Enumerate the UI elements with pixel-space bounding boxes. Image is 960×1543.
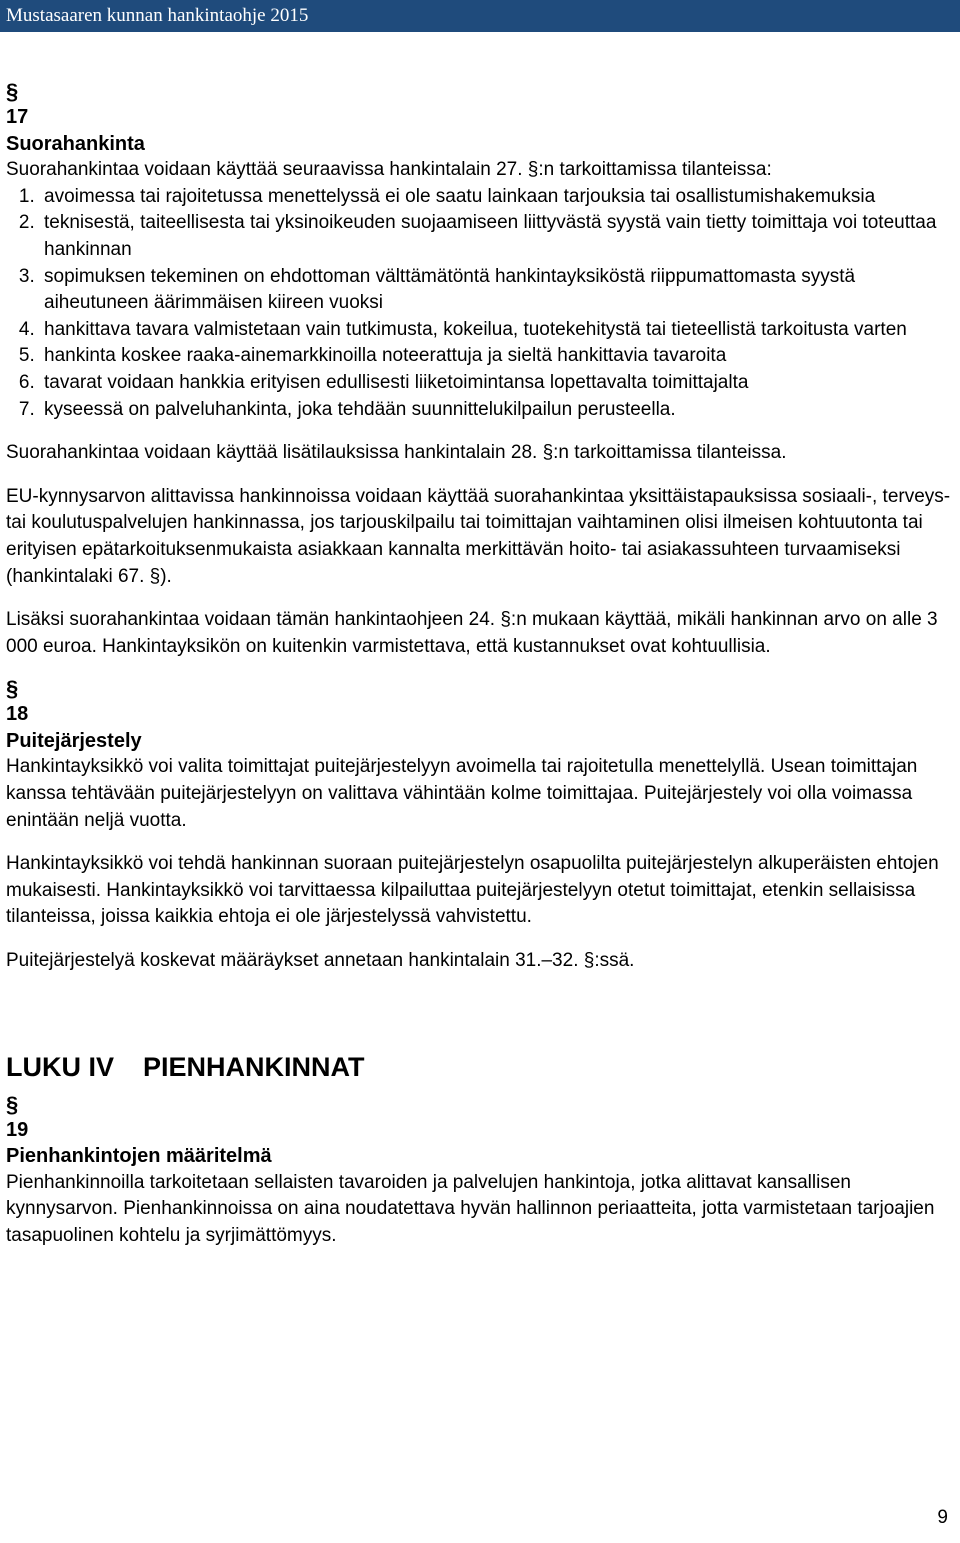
document-body — [6, 80, 954, 1250]
paragraph: Pienhankinnoilla tarkoitetaan sellaisten tavaroiden ja palvelujen hankintoja, jotka alittavat kansallisen kynnysarvon. Pienhankinnoissa on aina noudatettava hyvän hallinnon periaatteita, jotta varmistetaan tarjoajien tasapuolinen kohtelu ja syrjimättömyys. — [6, 1171, 935, 1246]
list-item: 4. hankittava tavara valmistetaan vain tutkimusta, kokeilua, tuotekehitystä tai tieteellistä tarkoitusta varten — [40, 317, 954, 344]
section-number: 18 — [6, 703, 29, 726]
section-sign: § — [6, 676, 19, 702]
section-title: Suorahankinta — [6, 132, 145, 155]
paragraph: Lisäksi suorahankintaa voidaan tämän hankintaohjeen 24. §:n mukaan käyttää, mikäli hankinnan arvo on alle 3 000 euroa. Hankintayksikön on kuitenkin varmistettava, että kustannukset ovat kohtuullisia. — [6, 609, 938, 657]
list-item: 5. hankinta koskee raaka-ainemarkkinoilla noteerattuja ja sieltä hankittavia tavaroita — [40, 343, 954, 370]
section-number: 17 — [6, 106, 29, 128]
section-number: 19 — [6, 1118, 29, 1141]
list-item: 3. sopimuksen tekeminen on ehdottoman välttämätöntä hankintayksiköstä riippumattomasta syystä aiheutuneen äärimmäisen kiireen vuoksi — [40, 264, 954, 317]
section-title: Pienhankintojen määritelmä — [6, 1145, 272, 1168]
chapter-title: PIENHANKINNAT — [143, 1051, 365, 1082]
section-19 — [6, 1093, 954, 1250]
list-item: 7. kyseessä on palveluhankinta, joka tehdään suunnittelukilpailun perusteella. — [40, 397, 954, 424]
list-item: 2. teknisestä, taiteellisesta tai yksinoikeuden suojaamiseen liittyvästä syystä vain tietty toimittaja voi toteuttaa hankinnan — [40, 210, 954, 263]
page-number: 9 — [937, 1507, 948, 1528]
section-sign: § — [6, 1091, 19, 1117]
chapter-heading — [6, 1049, 954, 1085]
document-header-title: Mustasaaren kunnan hankintaohje 2015 — [6, 5, 309, 26]
list-item: 1. avoimessa tai rajoitetussa menettelyssä ei ole saatu lainkaan tarjouksia tai osallistumishakemuksia — [40, 184, 954, 211]
chapter-number: LUKU IV — [6, 1051, 114, 1082]
section-intro: Suorahankintaa voidaan käyttää seuraavissa hankintalain 27. §:n tarkoittamissa tilanteissa: — [6, 159, 772, 181]
paragraph: Hankintayksikkö voi valita toimittajat puitejärjestelyyn avoimella tai rajoitetulla menettelyllä. Usean toimittajan kanssa tehtävään puitejärjestelyyn on valittava vähintään kolme toimittajaa. Puitejärjestely voi olla voimassa enintään neljä vuotta. — [6, 756, 918, 831]
paragraph: EU-kynnysarvon alittavissa hankinnoissa voidaan käyttää suorahankintaa yksittäistapauksissa sosiaali-, terveys- tai koulutuspalvelujen hankinnassa, jos tarjouskilpailu tai toimittajan vaihtaminen olisi ilmeisen kohtuutonta tai erityisen epätarkoituksenmukaista asiakkaan kannalta merkittävän hoito- tai asiakassuhteen turvaamiseksi (hankintalaki 67. §). — [6, 485, 951, 587]
section-17 — [6, 80, 954, 660]
conditions-list — [6, 184, 954, 423]
list-item: 6. tavarat voidaan hankkia erityisen edullisesti liiketoimintansa lopettavalta toimittajalta — [40, 370, 954, 397]
paragraph: Suorahankintaa voidaan käyttää lisätilauksissa hankintalain 28. §:n tarkoittamissa tilanteissa. — [6, 442, 787, 464]
document-header — [0, 0, 960, 32]
section-sign: § — [6, 79, 19, 104]
section-title: Puitejärjestely — [6, 729, 142, 752]
paragraph: Hankintayksikkö voi tehdä hankinnan suoraan puitejärjestelyn osapuolilta puitejärjestelyn alkuperäisten ehtojen mukaisesti. Hankintayksikkö voi tarvittaessa kilpailuttaa puitejärjestelyyn otetut toimittajat, etenkin sellaisissa tilanteissa, joissa kaikkia ehtoja ei ole järjestelyssä vahvistettu. — [6, 853, 939, 928]
paragraph: Puitejärjestelyä koskevat määräykset annetaan hankintalain 31.–32. §:ssä. — [6, 950, 635, 972]
section-18 — [6, 677, 954, 974]
